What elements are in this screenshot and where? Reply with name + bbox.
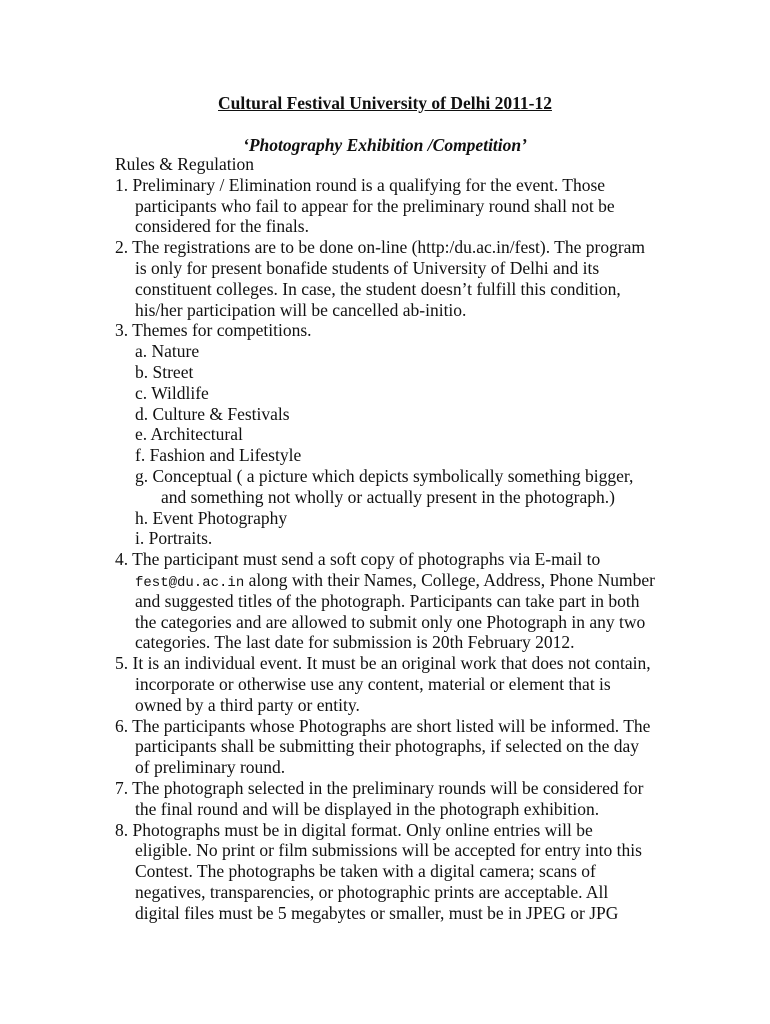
- rule-3-heading: 3. Themes for competitions.: [115, 320, 312, 341]
- rule-8-line: negatives, transparencies, or photographic prints are acceptable. All: [135, 881, 609, 902]
- rule-6-line: of preliminary round.: [135, 757, 286, 778]
- rule-4-line: 4. The participant must send a soft copy of photographs via E-mail to: [115, 549, 601, 570]
- theme-item: h. Event Photography: [135, 507, 288, 528]
- rule-4-line: and suggested titles of the photograph. Participants can take part in both: [135, 590, 640, 611]
- rule-8-line: eligible. No print or film submissions will be accepted for entry into this: [135, 840, 642, 861]
- rule-8-line: 8. Photographs must be in digital format. Only online entries will be: [115, 819, 593, 840]
- rule-6-line: participants shall be submitting their photographs, if selected on the day: [135, 736, 639, 757]
- rule-2-line: constituent colleges. In case, the student doesn’t fulfill this condition,: [135, 278, 621, 299]
- rule-1-line: 1. Preliminary / Elimination round is a qualifying for the event. Those: [115, 174, 606, 195]
- rule-5-line: owned by a third party or entity.: [135, 694, 360, 715]
- rule-6-line: 6. The participants whose Photographs are short listed will be informed. The: [115, 715, 651, 736]
- rule-2-line: is only for present bonafide students of University of Delhi and its: [135, 257, 600, 278]
- theme-item: g. Conceptual ( a picture which depicts symbolically something bigger,: [135, 465, 634, 486]
- rule-4-line: categories. The last date for submission is 20th February 2012.: [135, 632, 575, 653]
- rule-5-line: incorporate or otherwise use any content, material or element that is: [135, 673, 611, 694]
- section-heading: Rules & Regulation: [115, 154, 255, 174]
- theme-item: e. Architectural: [135, 424, 243, 445]
- rule-4-line: the categories and are allowed to submit only one Photograph in any two: [135, 611, 646, 632]
- rule-2-line: his/her participation will be cancelled ab-initio.: [135, 299, 467, 320]
- email-address[interactable]: fest@du.ac.in: [135, 574, 245, 591]
- theme-item: f. Fashion and Lifestyle: [135, 445, 302, 466]
- rule-5-line: 5. It is an individual event. It must be an original work that does not contain,: [115, 653, 651, 674]
- rule-2-line: 2. The registrations are to be done on-line (http:/du.ac.in/fest). The program: [115, 237, 646, 258]
- theme-item-continuation: and something not wholly or actually present in the photograph.): [161, 486, 615, 507]
- rule-8-line: digital files must be 5 megabytes or smaller, must be in JPEG or JPG: [135, 902, 619, 923]
- rule-7-line: the final round and will be displayed in the photograph exhibition.: [135, 798, 600, 819]
- theme-item: a. Nature: [135, 341, 200, 362]
- rule-4-line-text: along with their Names, College, Address, Phone Number: [244, 569, 655, 590]
- document-title: Cultural Festival University of Delhi 2011-12: [218, 93, 552, 113]
- rule-8-line: Contest. The photographs be taken with a digital camera; scans of: [135, 861, 596, 882]
- rule-1-line: participants who fail to appear for the preliminary round shall not be: [135, 195, 615, 216]
- document-subtitle: ‘Photography Exhibition /Competition’: [243, 135, 527, 155]
- theme-item: c. Wildlife: [135, 382, 209, 403]
- theme-item: b. Street: [135, 361, 194, 382]
- theme-item: i. Portraits.: [135, 528, 213, 549]
- rule-4-email-line: [115, 570, 675, 591]
- rules-body: [115, 154, 675, 923]
- rule-7-line: 7. The photograph selected in the preliminary rounds will be considered for: [115, 777, 644, 798]
- theme-item: d. Culture & Festivals: [135, 403, 290, 424]
- rule-1-line: considered for the finals.: [135, 216, 309, 237]
